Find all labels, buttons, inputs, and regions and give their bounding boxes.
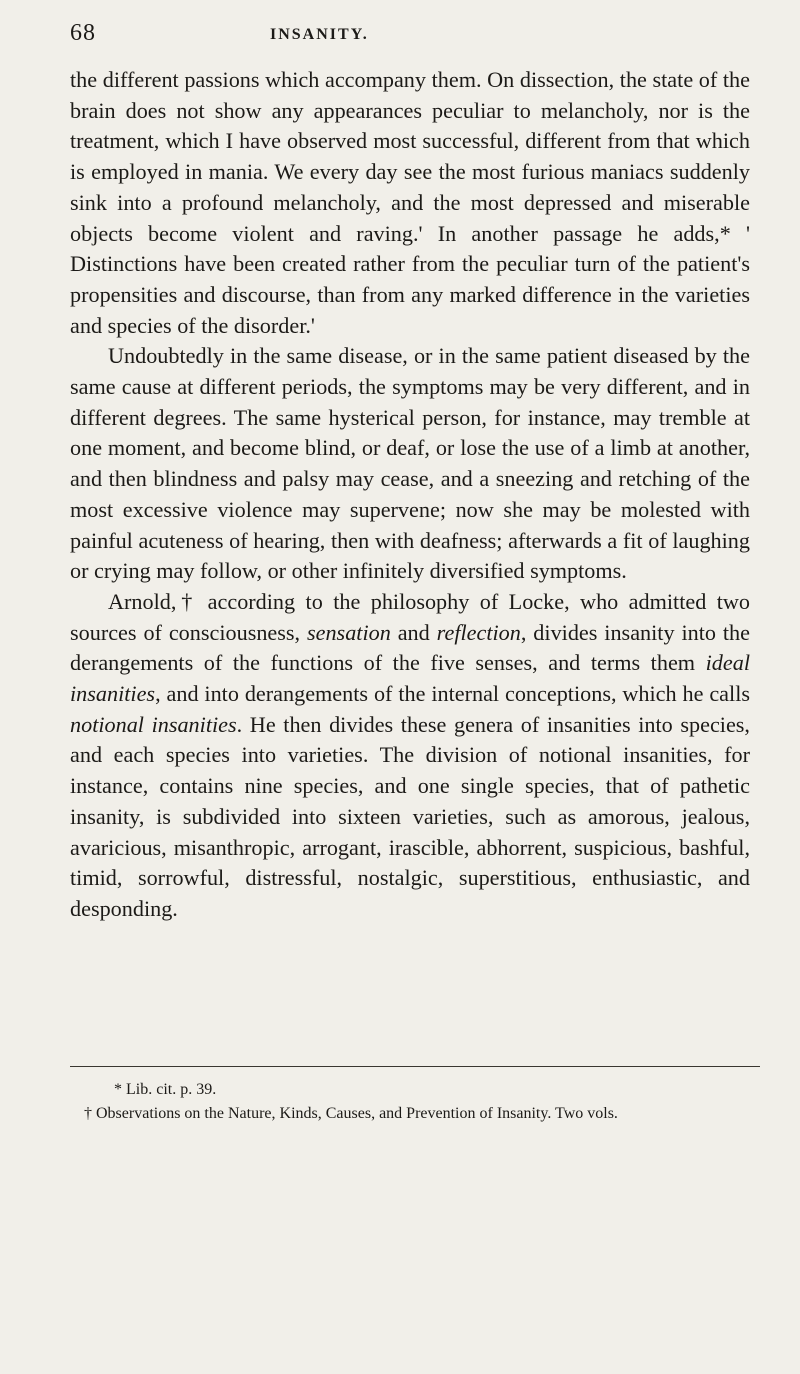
body-text [70,65,750,925]
footnotes [70,1078,760,1126]
footnote-2: † Observations on the Nature, Kinds, Causes, and Prevention of Insanity. Two vols. [84,1105,618,1122]
emphasis-sensation: sensation [306,619,391,645]
page-number: 68 [70,20,96,46]
emphasis-reflection: reflection [436,619,521,645]
text-span: , and into derangements of the internal conceptions, which he calls [155,681,750,707]
text-span: and [390,619,437,645]
running-head: INSANITY. [270,26,369,43]
footnote-1: * Lib. cit. p. 39. [114,1081,217,1098]
text-span: , divides insanity into the derangements of the functions of the five senses, and terms them [70,619,750,676]
emphasis-notional-insanities: notional insanities [70,711,237,737]
paragraph-arnold [70,587,750,925]
page-header [70,20,750,50]
text-span: Arnold,† according to the philosophy of Locke, who admitted two sources of consciousness, [70,588,750,645]
footnote-divider [70,1066,760,1067]
emphasis-ideal-insanities: ideal insanities [70,650,750,707]
text-span: . He then divides these genera of insanities into species, and each species into varieties. The division of notional insanities, for instance, contains nine species, and one single species, that of pathetic insanity, is subdivided into sixteen varieties, such as amorous, jealous, avaricious, misanthropic, arrogant, irascible, abhorrent, suspicious, bashful, timid, sorrowful, distressful, nostalgic, superstitious, enthusiastic, and desponding. [70,711,750,921]
paragraph-continuation: the different passions which accompany them. On dissection, the state of the brain does not show any appearances peculiar to melancholy, nor is the treatment, which I have observed most successful, different from that which is employed in mania. We every day see the most furious maniacs suddenly sink into a profound melancholy, and the most depressed and miserable objects become violent and raving.' In another passage he adds,* ' Distinctions have been created rather from the peculiar turn of the patient's propensities and discourse, than from any marked difference in the varieties and species of the disorder.' [70,67,750,338]
paragraph-symptoms: Undoubtedly in the same disease, or in the same patient diseased by the same cause at different periods, the symptoms may be very different, and in different degrees. The same hysterical person, for instance, may tremble at one moment, and become blind, or deaf, or lose the use of a limb at another, and then blindness and palsy may cease, and a sneezing and retching of the most excessive violence may supervene; now she may be molested with painful acuteness of hearing, then with deafness; afterwards a fit of laughing or crying may follow, or other infinitely diversified symptoms. [70,343,750,584]
